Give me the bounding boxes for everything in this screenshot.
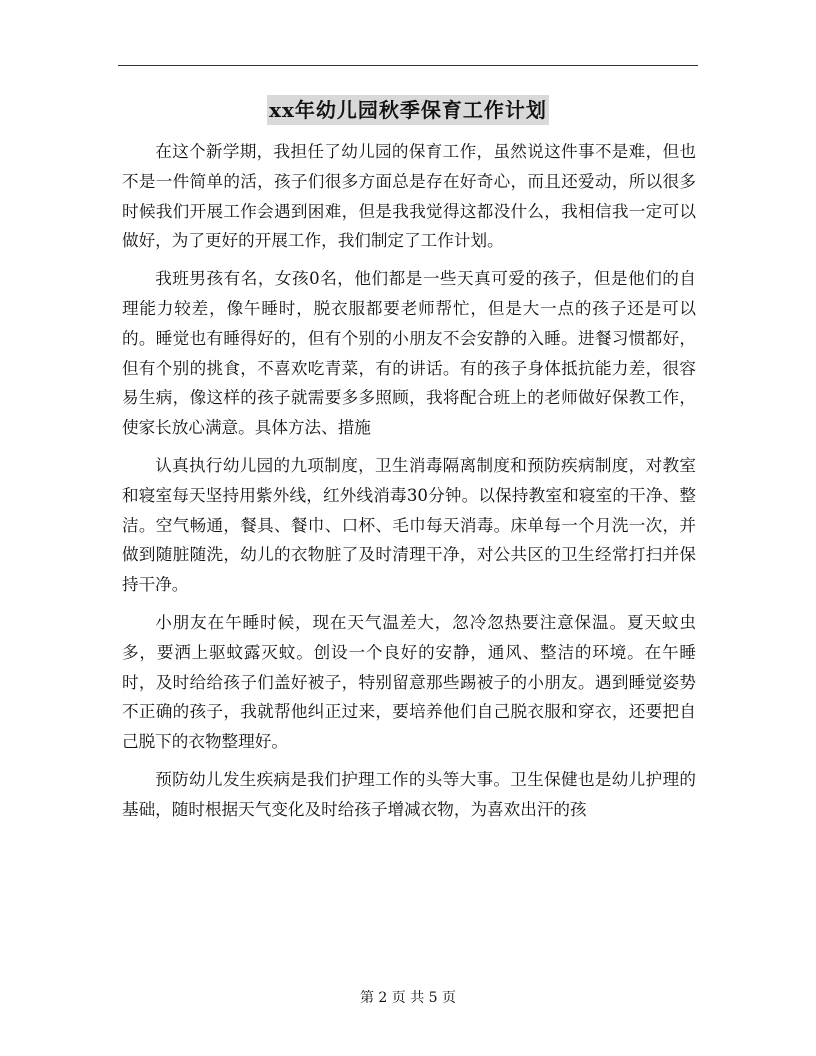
paragraph-3: 认真执行幼儿园的九项制度，卫生消毒隔离制度和预防疾病制度，对教室和寝室每天坚持用紫外线，红外线消毒30分钟。以保持教室和寝室的干净、整洁。空气畅通，餐具、餐巾、口杯、毛巾每天消毒。床单每一个月洗一次，并做到随脏随洗，幼儿的衣物脏了及时清理干净，对公共区的卫生经常打扫并保持干净。 bbox=[122, 455, 696, 595]
paragraph-4: 小朋友在午睡时候，现在天气温差大，忽冷忽热要注意保温。夏天蚊虫多，要洒上驱蚊露灭蚊。创设一个良好的安静，通风、整洁的环境。在午睡时，及时给给孩子们盖好被子，特别留意那些踢被子的小朋友。遇到睡觉姿势不正确的孩子，我就帮他纠正过来，要培养他们自己脱衣服和穿衣，还要把自己脱下的衣物整理好。 bbox=[122, 612, 696, 752]
page-footer bbox=[0, 988, 816, 1008]
paragraph-2: 我班男孩有名，女孩0名，他们都是一些天真可爱的孩子，但是他们的自理能力较差，像午睡时，脱衣服都要老师帮忙，但是大一点的孩子还是可以的。睡觉也有睡得好的，但有个别的小朋友不会安静的入睡。进餐习惯都好，但有个别的挑食，不喜欢吃青菜，有的讲话。有的孩子身体抵抗能力差，很容易生病，像这样的孩子就需要多多照顾，我将配合班上的老师做好保教工作，使家长放心满意。具体方法、措施 bbox=[122, 269, 696, 438]
page-number-label: 第 2 页 共 5 页 bbox=[359, 990, 457, 1006]
title-container bbox=[0, 95, 816, 125]
header-rule bbox=[118, 65, 698, 66]
document-title: xx年幼儿园秋季保育工作计划 bbox=[267, 95, 549, 125]
paragraph-5: 预防幼儿发生疾病是我们护理工作的头等大事。卫生保健也是幼儿护理的基础，随时根据天气变化及时给孩子增减衣物，为喜欢出汗的孩 bbox=[122, 769, 696, 819]
document-body bbox=[122, 137, 696, 833]
paragraph-1: 在这个新学期，我担任了幼儿园的保育工作，虽然说这件事不是难，但也不是一件简单的活，孩子们很多方面总是存在好奇心，而且还爱动，所以很多时候我们开展工作会遇到困难，但是我我觉得这都没什么，我相信我一定可以做好，为了更好的开展工作，我们制定了工作计划。 bbox=[122, 142, 696, 251]
